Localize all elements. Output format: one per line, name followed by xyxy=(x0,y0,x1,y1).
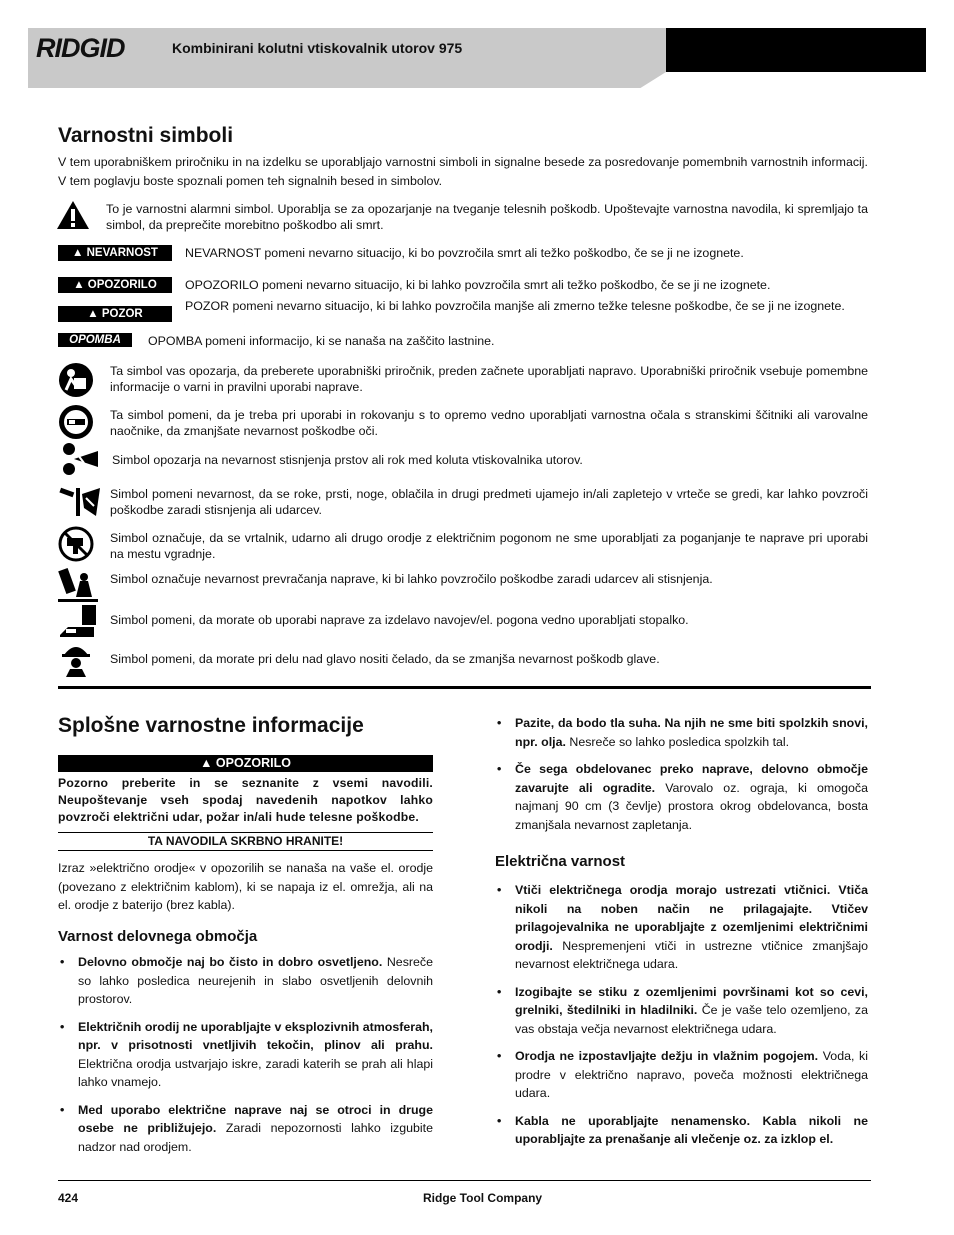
keep-bottom-rule xyxy=(58,850,433,851)
header-underbar xyxy=(28,72,666,88)
crush-hazard-text: Simbol opozarja na nevarnost stisnjenja prstov ali rok med koluta vtiskovalnika utorov. xyxy=(112,453,583,467)
list-item: • Električnih orodij ne uporabljajte v eksplozivnih atmosferah, npr. v prisotnosti vnetljivih tekočin, plinov ali prahu. Električna orodja ustvarjajo iskre, zaradi katerih se prah ali hlapi lahko vnamejo. xyxy=(58,1018,433,1092)
list-item: • Orodja ne izpostavljajte dežju in vlažnim pogojem. Voda, ki prodre v električno napravo, poveča možnosti električnega udara. xyxy=(495,1047,868,1103)
footer-company: Ridge Tool Company xyxy=(423,1191,543,1205)
list-item: • Delovno območje naj bo čisto in dobro osvetljeno. Nesreče so lahko posledica neurejenih in slabo osvetljenih delovnih prostorov. xyxy=(58,953,433,1009)
warning-triangle-icon xyxy=(56,200,90,230)
alert-symbol-text: To je varnostni alarmni simbol. Uporablja se za opozarjanje na tveganje telesnih poškodb. Upoštevajte varnostna navodila, ki spremljajo ta simbol, da preprečite morebitno poškodbo ali smrt. xyxy=(106,202,868,232)
read-manual-text: Ta simbol vas opozarja, da preberete uporabniški priročnik, preden začnete uporabljati napravo. Uporabniški priročnik vsebuje pomembne informacije o varni in pravilni uporabi naprave. xyxy=(110,364,868,394)
list-item: • Vtiči električnega orodja morajo ustrezati vtičnici. Vtiča nikoli na noben način ne prilagajajte. Vtičev prilagojevalnika ne uporabljajte z ozemljenimi električnimi orodji. Nespremenjeni vtiči in ustrezne vtičnice zmanjšajo nevarnost električnega udara. xyxy=(495,881,868,974)
general-safety-heading: Splošne varnostne informacije xyxy=(58,714,364,737)
safety-glasses-text: Ta simbol pomeni, da je treba pri uporabi in rokovanju s to opremo vedno uporabljati varnostna očala s stranskimi ščitniki ali varovalne naočnike, da zmanjšate nevarnost poškodbe oči. xyxy=(110,408,868,438)
list-item: • Izogibajte se stiku z ozemljenimi površinami kot so cevi, grelniki, štedilniki in hladilniki. Če je vaše telo ozemljeno, za vas obstaja večja nevarnost električnega udara. xyxy=(495,983,868,1039)
tool-definition: Izraz »električno orodje« v opozorilih se nanaša na vaše el. orodje (povezano z električnim kablom), ki se napaja iz el. omrežja, ali na el. orodje z baterijo (brez kabla). xyxy=(58,861,433,912)
caution-badge: ▲ POZOR xyxy=(58,306,172,322)
warning-badge: ▲ OPOZORILO xyxy=(58,277,172,293)
entanglement-text: Simbol pomeni nevarnost, da se roke, prsti, noge, oblačila in drugi predmeti ujamejo in/ali zapletejo v vrteče se gredi, kar lahko povzroči poškodbe zaradi stisnjenja ali udarcev. xyxy=(110,487,868,517)
danger-text: NEVARNOST pomeni nevarno situacijo, ki bo povzročila smrt ali težko poškodbo, če se ji ne izognete. xyxy=(185,246,744,260)
hard-hat-text: Simbol pomeni, da morate pri delu nad glavo nositi čelado, da se zmanjša nevarnost poškodb glave. xyxy=(110,652,660,666)
foot-switch-text: Simbol pomeni, da morate ob uporabi naprave za izdelavo navojev/el. pogona vedno uporabljati stopalko. xyxy=(110,613,689,627)
electrical-safety-list xyxy=(495,881,868,1158)
safety-glasses-icon xyxy=(58,404,94,440)
tipping-hazard-text: Simbol označuje nevarnost prevračanja naprave, ki bi lahko povzročilo poškodbe zaradi udarcev ali stisnjenja. xyxy=(110,572,713,586)
notice-badge: OPOMBA xyxy=(58,333,132,347)
list-item: • Če sega obdelovanec preko naprave, delovno območje zavarujte ali ogradite. Varovalo oz. ograja, ki omogoča najmanj 90 cm (3 čevlje) prostora okrog obdelovanca, bosta zmanjšala nevarnost zapletanja. xyxy=(495,760,868,834)
opozorilo-bar: ▲ OPOZORILO xyxy=(58,755,433,772)
warning-text: OPOZORILO pomeni nevarno situacijo, ki bi lahko povzročila smrt ali težko poškodbo, če se ji ne izognete. xyxy=(185,278,771,292)
list-item: • Med uporabo električne naprave naj se otroci in druge osebe ne približujejo. Zaradi nepozornosti lahko izgubite nadzor nad orodjem. xyxy=(58,1101,433,1157)
work-area-list-continued xyxy=(495,714,868,843)
work-area-list xyxy=(58,953,433,1165)
crush-hazard-icon xyxy=(58,441,100,477)
danger-badge: ▲ NEVARNOST xyxy=(58,245,172,261)
header-title: Kombinirani kolutni vtiskovalnik utorov 975 xyxy=(172,40,463,56)
hard-hat-icon xyxy=(58,641,94,677)
safety-symbols-heading: Varnostni simboli xyxy=(58,124,234,147)
caution-text: POZOR pomeni nevarno situacijo, ki bi lahko povzročila manjše ali zmerno težke telesne poškodbe, če se ji ne izognete. xyxy=(185,299,845,313)
ridgid-logo: RIDGID xyxy=(36,33,125,63)
list-item: • Pazite, da bodo tla suha. Na njih ne sme biti spolzkih snovi, npr. olja. Nesreče so lahko posledica spolzkih tal. xyxy=(495,714,868,751)
entanglement-icon xyxy=(58,484,102,520)
keep-instructions: TA NAVODILA SKRBNO HRANITE! xyxy=(147,834,344,848)
work-area-heading: Varnost delovnega območja xyxy=(58,928,258,945)
warning-instructions: Pozorno preberite in se seznanite z vsemi navodili. Neupoštevanje vseh spodaj navedenih napotkov lahko povzroči električni udar, požar in/ali hude telesne poškodbe. xyxy=(58,776,433,824)
electrical-safety-heading: Električna varnost xyxy=(495,853,626,870)
header-black-block xyxy=(666,28,926,72)
notice-text: OPOMBA pomeni informacijo, ki se nanaša na zaščito lastnine. xyxy=(148,334,495,348)
safety-symbols-intro: V tem uporabniškem priročniku in na izdelku se uporabljajo varnostni simboli in signalne besede za posredovanje pomembnih varnostnih informacij. V tem poglavju boste spoznali pomen teh signalnih besed in simbolov. xyxy=(58,155,868,188)
no-drill-icon xyxy=(58,526,94,562)
read-manual-icon xyxy=(58,362,94,398)
footer-rule xyxy=(58,1180,871,1181)
no-drill-text: Simbol označuje, da se vrtalnik, udarno ali drugo orodje z električnim pogonom ne sme uporabljati za poganjanje te naprave pri uporabi na mestu vgradnje. xyxy=(110,531,868,561)
keep-top-rule xyxy=(58,832,433,833)
list-item: • Kabla ne uporabljajte nenamensko. Kabla nikoli ne uporabljajte za prenašanje ali vlečenje oz. za izklop el. xyxy=(495,1112,868,1149)
foot-switch-icon xyxy=(58,605,98,641)
section-divider xyxy=(58,686,871,689)
tipping-hazard-icon xyxy=(58,567,98,603)
page-number: 424 xyxy=(58,1191,79,1205)
